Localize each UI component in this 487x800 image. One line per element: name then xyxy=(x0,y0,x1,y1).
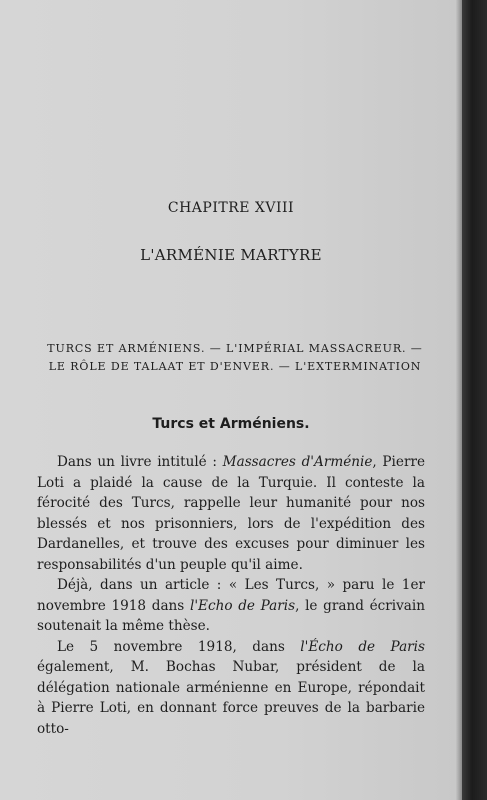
paragraph: Dans un livre intitulé : Massacres d'Arménie, Pierre Loti a plaidé la cause de la Turquie. Il conteste la férocité des Turcs, rappelle leur humanité pour nos blessés et nos prisonniers, lors de l'expédition des Dardanelles, et trouve des excuses pour diminuer les responsabilités d'un peuple qu'il aime. xyxy=(37,454,425,573)
paragraph: Déjà, dans un article : « Les Turcs, » paru le 1er novembre 1918 dans l'Echo de Paris, le grand écrivain soutenait la même thèse. xyxy=(37,577,425,634)
section-heading: Turcs et Arméniens. xyxy=(152,416,310,432)
page-edge-shadow xyxy=(462,0,487,800)
chapter-number: CHAPITRE XVIII xyxy=(167,200,295,216)
paragraph: Le 5 novembre 1918, dans l'Écho de Paris également, M. Bochas Nubar, président de la délégation nationale arménienne en Europe, répondait à Pierre Loti, en donnant force preuves de la barbarie otto- xyxy=(37,638,425,737)
chapter-title: L'ARMÉNIE MARTYRE xyxy=(140,246,322,264)
chapter-summary xyxy=(40,340,430,376)
body-text xyxy=(37,452,425,739)
summary-line: LE RÔLE DE TALAAT ET D'ENVER. — L'EXTERMINATION xyxy=(48,360,422,373)
summary-line: TURCS ET ARMÉNIENS. — L'IMPÉRIAL MASSACREUR. — xyxy=(47,342,423,355)
